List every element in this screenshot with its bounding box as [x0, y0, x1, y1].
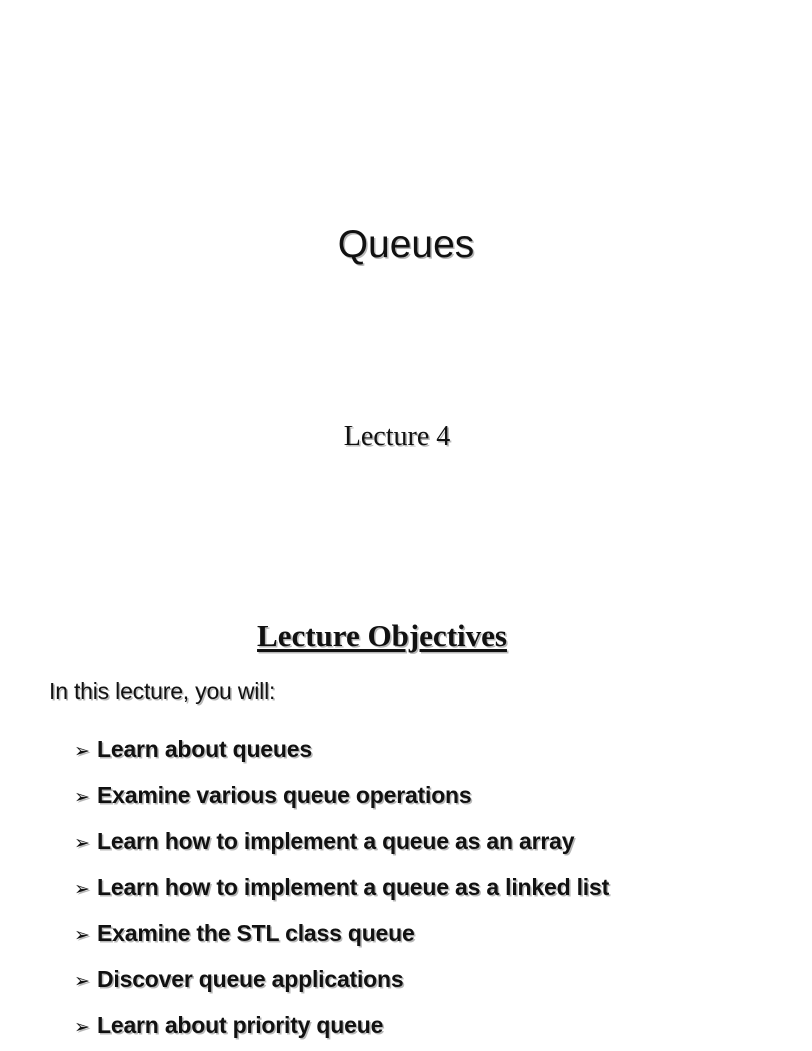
- arrow-bullet-icon: ➢: [74, 787, 90, 808]
- arrow-bullet-icon: ➢: [74, 925, 90, 946]
- arrow-bullet-icon: ➢: [74, 833, 90, 854]
- objective-item: [74, 1002, 609, 1048]
- objectives-intro: In this lecture, you will:: [49, 678, 276, 704]
- objective-text: Learn how to implement a queue as a linked list: [97, 874, 610, 900]
- objective-item: [74, 910, 609, 956]
- objective-item: [74, 864, 609, 910]
- slide-title: Queues: [337, 223, 475, 266]
- objectives-list: [74, 726, 609, 1048]
- arrow-bullet-icon: ➢: [74, 971, 90, 992]
- objective-text: Learn about queues: [97, 736, 312, 762]
- objective-text: Examine various queue operations: [97, 782, 472, 808]
- objective-text: Learn how to implement a queue as an array: [97, 828, 575, 854]
- objective-item: [74, 956, 609, 1002]
- arrow-bullet-icon: ➢: [74, 879, 90, 900]
- objective-item: [74, 818, 609, 864]
- objective-text: Examine the STL class queue: [97, 920, 415, 946]
- objective-text: Learn about priority queue: [97, 1012, 384, 1038]
- objective-item: [74, 726, 609, 772]
- objectives-heading: Lecture Objectives: [257, 618, 507, 653]
- objective-item: [74, 772, 609, 818]
- arrow-bullet-icon: ➢: [74, 1017, 90, 1038]
- slide-subtitle: Lecture 4: [343, 421, 451, 452]
- arrow-bullet-icon: ➢: [74, 741, 90, 762]
- objective-text: Discover queue applications: [97, 966, 404, 992]
